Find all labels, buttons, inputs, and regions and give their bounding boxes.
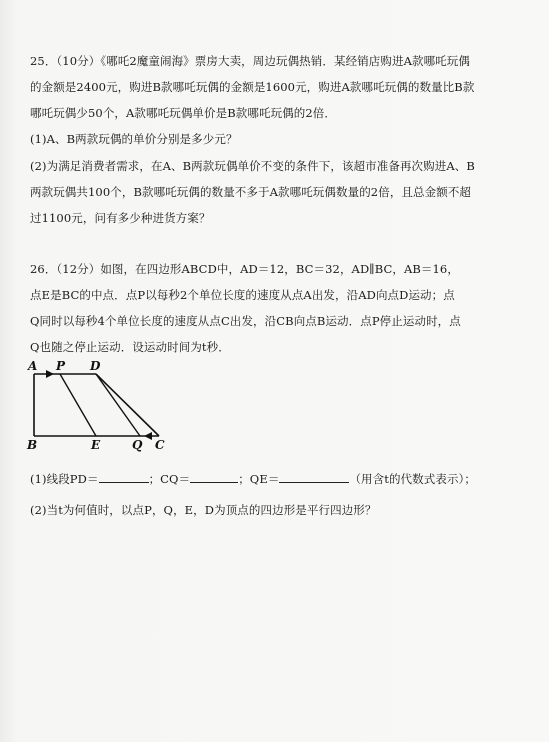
arrow-left-icon <box>144 432 152 440</box>
label-c: C <box>155 438 165 452</box>
segment-dc <box>96 374 159 436</box>
label-p: P <box>56 360 66 373</box>
q25-part-2-line-2: 两款玩偶共100个，B款哪吒玩偶的数量不多于A款哪吒玩偶数量的2倍，且总金额不超 <box>30 185 472 199</box>
q26-part-1 <box>30 471 476 486</box>
q26-part-2: (2)当t为何值时，以点P，Q，E，D为顶点的四边形是平行四边形？ <box>30 503 377 517</box>
q26-part-1-qe: ；QE＝ <box>238 472 280 486</box>
cq-answer-blank[interactable] <box>190 471 238 483</box>
segment-dq <box>96 374 140 436</box>
q25-part-1: (1)A、B两款玩偶的单价分别是多少元？ <box>30 132 238 146</box>
label-q: Q <box>132 438 143 452</box>
q26-line-1: 26．（12分）如图，在四边形ABCD中，AD＝12，BC＝32，AD∥BC，AB＝16， <box>30 262 459 276</box>
arrow-right-icon <box>46 370 54 378</box>
q25-line-3: 哪吒玩偶少50个，A款哪吒玩偶单价是B款哪吒玩偶的2倍． <box>30 106 337 120</box>
q26-line-2: 点E是BC的中点．点P以每秒2个单位长度的速度从点A出发，沿AD向点D运动；点 <box>30 288 455 302</box>
qe-answer-blank[interactable] <box>279 471 349 483</box>
label-a: A <box>28 360 38 373</box>
segment-pe <box>60 374 96 436</box>
q26-part-1-prefix: (1)线段PD＝ <box>30 472 99 486</box>
pd-answer-blank[interactable] <box>99 471 149 483</box>
q26-part-1-cq: ；CQ＝ <box>148 472 191 486</box>
label-b: B <box>27 438 38 452</box>
q26-line-4: Q也随之停止运动．设运动时间为t秒． <box>30 340 230 354</box>
q26-part-1-suffix: （用含t的代数式表示）； <box>349 472 477 486</box>
label-e: E <box>91 438 101 452</box>
q25-part-2-line-1: (2)为满足消费者需求，在A、B两款玩偶单价不变的条件下，该超市准备再次购进A、B <box>30 159 475 173</box>
q25-line-1: 25．（10分）《哪吒2魔童闹海》票房大卖，周边玩偶热销．某经销店购进A款哪吒玩偶 <box>30 54 470 68</box>
quadrilateral-figure <box>24 360 184 452</box>
q25-line-2: 的金额是2400元，购进B款哪吒玩偶的金额是1600元，购进A款哪吒玩偶的数量比B款 <box>30 80 475 94</box>
label-d: D <box>90 360 101 373</box>
q26-line-3: Q同时以每秒4个单位长度的速度从点C出发，沿CB向点B运动．点P停止运动时，点 <box>30 314 461 328</box>
q25-part-2-line-3: 过1100元，问有多少种进货方案？ <box>30 211 211 225</box>
